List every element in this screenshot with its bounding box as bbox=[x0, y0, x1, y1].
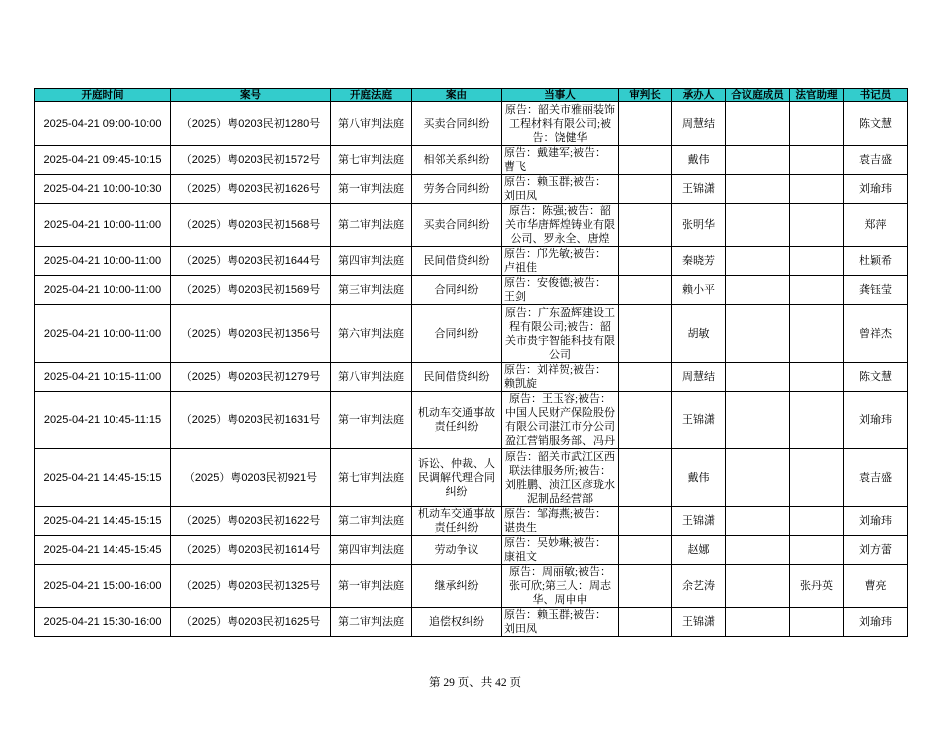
cell-presiding-judge bbox=[619, 565, 672, 608]
cell-cause: 追偿权纠纷 bbox=[412, 608, 502, 637]
cell-undertaking-judge: 赵娜 bbox=[672, 536, 726, 565]
cell-clerk: 龚钰莹 bbox=[844, 276, 908, 305]
cell-undertaking-judge: 戴伟 bbox=[672, 146, 726, 175]
cell-panel-members bbox=[726, 276, 790, 305]
header-cause: 案由 bbox=[412, 89, 502, 102]
cell-presiding-judge bbox=[619, 449, 672, 507]
cell-undertaking-judge: 戴伟 bbox=[672, 449, 726, 507]
cell-undertaking-judge: 王锦潇 bbox=[672, 392, 726, 449]
cell-hearing-time: 2025-04-21 10:00-10:30 bbox=[35, 175, 171, 204]
cell-clerk: 刘瑜玮 bbox=[844, 608, 908, 637]
cell-case-number: （2025）粤0203民初1625号 bbox=[171, 608, 331, 637]
cell-clerk: 刘瑜玮 bbox=[844, 175, 908, 204]
cell-parties: 原告：广东盈辉建设工程有限公司;被告：韶关市贵宇智能科技有限公司 bbox=[502, 305, 619, 363]
cell-judge-assistant bbox=[790, 146, 844, 175]
cell-presiding-judge bbox=[619, 608, 672, 637]
header-case-number: 案号 bbox=[171, 89, 331, 102]
cell-case-number: （2025）粤0203民初1279号 bbox=[171, 363, 331, 392]
cell-parties: 原告：邝先敏;被告：卢祖佳 bbox=[502, 247, 619, 276]
cell-undertaking-judge: 胡敏 bbox=[672, 305, 726, 363]
cell-presiding-judge bbox=[619, 204, 672, 247]
cell-cause: 合同纠纷 bbox=[412, 305, 502, 363]
cell-judge-assistant bbox=[790, 536, 844, 565]
cell-case-number: （2025）粤0203民初1356号 bbox=[171, 305, 331, 363]
table-row bbox=[35, 608, 908, 637]
cell-parties: 原告：王玉容;被告：中国人民财产保险股份有限公司湛江市分公司盈江营销服务部、冯丹 bbox=[502, 392, 619, 449]
cell-presiding-judge bbox=[619, 363, 672, 392]
cell-panel-members bbox=[726, 536, 790, 565]
cell-case-number: （2025）粤0203民初921号 bbox=[171, 449, 331, 507]
cell-judge-assistant bbox=[790, 204, 844, 247]
table-row bbox=[35, 102, 908, 146]
cell-undertaking-judge: 王锦潇 bbox=[672, 608, 726, 637]
cell-panel-members bbox=[726, 175, 790, 204]
table-body bbox=[35, 102, 908, 637]
cell-undertaking-judge: 秦晓芳 bbox=[672, 247, 726, 276]
cell-clerk: 曹亮 bbox=[844, 565, 908, 608]
cell-undertaking-judge: 周慧结 bbox=[672, 363, 726, 392]
cell-clerk: 陈文慧 bbox=[844, 363, 908, 392]
cell-cause: 民间借贷纠纷 bbox=[412, 363, 502, 392]
cell-judge-assistant bbox=[790, 175, 844, 204]
cell-hearing-time: 2025-04-21 10:00-11:00 bbox=[35, 305, 171, 363]
cell-judge-assistant: 张丹英 bbox=[790, 565, 844, 608]
cell-undertaking-judge: 王锦潇 bbox=[672, 507, 726, 536]
header-courtroom: 开庭法庭 bbox=[331, 89, 412, 102]
cell-hearing-time: 2025-04-21 10:15-11:00 bbox=[35, 363, 171, 392]
cell-panel-members bbox=[726, 102, 790, 146]
cell-hearing-time: 2025-04-21 14:45-15:15 bbox=[35, 449, 171, 507]
table-row bbox=[35, 247, 908, 276]
cell-parties: 原告：安俊德;被告：王剑 bbox=[502, 276, 619, 305]
cell-parties: 原告：周丽敏;被告：张可欣;第三人：周志华、周申申 bbox=[502, 565, 619, 608]
cell-panel-members bbox=[726, 392, 790, 449]
cell-courtroom: 第八审判法庭 bbox=[331, 363, 412, 392]
cell-presiding-judge bbox=[619, 536, 672, 565]
cell-undertaking-judge: 赖小平 bbox=[672, 276, 726, 305]
cell-presiding-judge bbox=[619, 507, 672, 536]
header-hearing-time: 开庭时间 bbox=[35, 89, 171, 102]
cell-panel-members bbox=[726, 305, 790, 363]
cell-courtroom: 第七审判法庭 bbox=[331, 449, 412, 507]
cell-parties: 原告：赖玉群;被告：刘田凤 bbox=[502, 175, 619, 204]
cell-parties: 原告：刘祥贺;被告：赖凯旋 bbox=[502, 363, 619, 392]
cell-presiding-judge bbox=[619, 102, 672, 146]
page-number: 第 29 页、共 42 页 bbox=[429, 677, 521, 689]
table-row bbox=[35, 146, 908, 175]
cell-judge-assistant bbox=[790, 507, 844, 536]
cell-presiding-judge bbox=[619, 146, 672, 175]
cell-panel-members bbox=[726, 247, 790, 276]
header-presiding-judge: 审判长 bbox=[619, 89, 672, 102]
header-panel-members: 合议庭成员 bbox=[726, 89, 790, 102]
cell-judge-assistant bbox=[790, 247, 844, 276]
cell-presiding-judge bbox=[619, 175, 672, 204]
cell-cause: 继承纠纷 bbox=[412, 565, 502, 608]
cell-judge-assistant bbox=[790, 363, 844, 392]
table-row bbox=[35, 363, 908, 392]
cell-clerk: 刘瑜玮 bbox=[844, 392, 908, 449]
table-row bbox=[35, 565, 908, 608]
table-header bbox=[35, 89, 908, 102]
cell-judge-assistant bbox=[790, 102, 844, 146]
cell-clerk: 陈文慧 bbox=[844, 102, 908, 146]
cell-parties: 原告：赖玉群;被告：刘田凤 bbox=[502, 608, 619, 637]
cell-hearing-time: 2025-04-21 15:30-16:00 bbox=[35, 608, 171, 637]
cell-courtroom: 第四审判法庭 bbox=[331, 536, 412, 565]
cell-case-number: （2025）粤0203民初1631号 bbox=[171, 392, 331, 449]
cell-clerk: 袁吉盛 bbox=[844, 146, 908, 175]
table-row bbox=[35, 449, 908, 507]
cell-case-number: （2025）粤0203民初1280号 bbox=[171, 102, 331, 146]
cell-presiding-judge bbox=[619, 392, 672, 449]
cell-courtroom: 第六审判法庭 bbox=[331, 305, 412, 363]
cell-panel-members bbox=[726, 204, 790, 247]
cell-judge-assistant bbox=[790, 276, 844, 305]
cell-courtroom: 第一审判法庭 bbox=[331, 392, 412, 449]
cell-cause: 买卖合同纠纷 bbox=[412, 204, 502, 247]
cell-parties: 原告：韶关市武江区西联法律服务所;被告：刘胜鹏、浈江区彦珑水泥制品经营部 bbox=[502, 449, 619, 507]
cell-presiding-judge bbox=[619, 276, 672, 305]
cell-hearing-time: 2025-04-21 14:45-15:15 bbox=[35, 507, 171, 536]
cell-case-number: （2025）粤0203民初1572号 bbox=[171, 146, 331, 175]
cell-case-number: （2025）粤0203民初1622号 bbox=[171, 507, 331, 536]
table-row bbox=[35, 392, 908, 449]
cell-panel-members bbox=[726, 363, 790, 392]
cell-cause: 买卖合同纠纷 bbox=[412, 102, 502, 146]
cell-judge-assistant bbox=[790, 608, 844, 637]
cell-clerk: 袁吉盛 bbox=[844, 449, 908, 507]
cell-cause: 机动车交通事故责任纠纷 bbox=[412, 507, 502, 536]
cell-hearing-time: 2025-04-21 10:00-11:00 bbox=[35, 204, 171, 247]
cell-clerk: 曾祥杰 bbox=[844, 305, 908, 363]
cell-clerk: 郑萍 bbox=[844, 204, 908, 247]
cell-courtroom: 第三审判法庭 bbox=[331, 276, 412, 305]
cell-case-number: （2025）粤0203民初1325号 bbox=[171, 565, 331, 608]
cell-hearing-time: 2025-04-21 14:45-15:45 bbox=[35, 536, 171, 565]
table-row bbox=[35, 175, 908, 204]
cell-judge-assistant bbox=[790, 449, 844, 507]
cell-clerk: 刘瑜玮 bbox=[844, 507, 908, 536]
cell-case-number: （2025）粤0203民初1569号 bbox=[171, 276, 331, 305]
table-row bbox=[35, 204, 908, 247]
cell-courtroom: 第一审判法庭 bbox=[331, 175, 412, 204]
cell-hearing-time: 2025-04-21 09:45-10:15 bbox=[35, 146, 171, 175]
cell-courtroom: 第四审判法庭 bbox=[331, 247, 412, 276]
cell-presiding-judge bbox=[619, 247, 672, 276]
cell-judge-assistant bbox=[790, 392, 844, 449]
cell-parties: 原告：韶关市雅丽装饰工程材料有限公司;被告：饶健华 bbox=[502, 102, 619, 146]
cell-cause: 民间借贷纠纷 bbox=[412, 247, 502, 276]
cell-case-number: （2025）粤0203民初1614号 bbox=[171, 536, 331, 565]
table-row bbox=[35, 507, 908, 536]
cell-undertaking-judge: 余艺涛 bbox=[672, 565, 726, 608]
cell-undertaking-judge: 王锦潇 bbox=[672, 175, 726, 204]
table-header-row bbox=[35, 89, 908, 102]
cell-courtroom: 第二审判法庭 bbox=[331, 507, 412, 536]
table-row bbox=[35, 305, 908, 363]
header-clerk: 书记员 bbox=[844, 89, 908, 102]
cell-parties: 原告：陈强;被告：韶关市华唐辉煌铸业有限公司、罗永全、唐煌 bbox=[502, 204, 619, 247]
cell-clerk: 杜颖希 bbox=[844, 247, 908, 276]
cell-case-number: （2025）粤0203民初1626号 bbox=[171, 175, 331, 204]
table-row bbox=[35, 276, 908, 305]
cell-cause: 相邻关系纠纷 bbox=[412, 146, 502, 175]
cell-presiding-judge bbox=[619, 305, 672, 363]
table-row bbox=[35, 536, 908, 565]
cell-parties: 原告：吴妙琳;被告：康祖文 bbox=[502, 536, 619, 565]
cell-courtroom: 第八审判法庭 bbox=[331, 102, 412, 146]
cell-panel-members bbox=[726, 507, 790, 536]
cell-clerk: 刘方蕾 bbox=[844, 536, 908, 565]
cell-judge-assistant bbox=[790, 305, 844, 363]
header-undertaking-judge: 承办人 bbox=[672, 89, 726, 102]
cell-hearing-time: 2025-04-21 10:00-11:00 bbox=[35, 276, 171, 305]
cell-parties: 原告：戴建军;被告：曹飞 bbox=[502, 146, 619, 175]
hearing-schedule-table bbox=[34, 88, 908, 637]
cell-undertaking-judge: 张明华 bbox=[672, 204, 726, 247]
cell-panel-members bbox=[726, 146, 790, 175]
cell-courtroom: 第二审判法庭 bbox=[331, 608, 412, 637]
cell-courtroom: 第一审判法庭 bbox=[331, 565, 412, 608]
cell-case-number: （2025）粤0203民初1644号 bbox=[171, 247, 331, 276]
cell-courtroom: 第二审判法庭 bbox=[331, 204, 412, 247]
cell-panel-members bbox=[726, 565, 790, 608]
cell-panel-members bbox=[726, 449, 790, 507]
cell-case-number: （2025）粤0203民初1568号 bbox=[171, 204, 331, 247]
cell-cause: 合同纠纷 bbox=[412, 276, 502, 305]
header-parties: 当事人 bbox=[502, 89, 619, 102]
cell-cause: 劳动争议 bbox=[412, 536, 502, 565]
cell-hearing-time: 2025-04-21 10:00-11:00 bbox=[35, 247, 171, 276]
cell-hearing-time: 2025-04-21 15:00-16:00 bbox=[35, 565, 171, 608]
cell-panel-members bbox=[726, 608, 790, 637]
header-judge-assistant: 法官助理 bbox=[790, 89, 844, 102]
cell-cause: 劳务合同纠纷 bbox=[412, 175, 502, 204]
cell-parties: 原告：邹海燕;被告：谌贵生 bbox=[502, 507, 619, 536]
cell-courtroom: 第七审判法庭 bbox=[331, 146, 412, 175]
cell-hearing-time: 2025-04-21 10:45-11:15 bbox=[35, 392, 171, 449]
cell-hearing-time: 2025-04-21 09:00-10:00 bbox=[35, 102, 171, 146]
cell-undertaking-judge: 周慧结 bbox=[672, 102, 726, 146]
cell-cause: 机动车交通事故责任纠纷 bbox=[412, 392, 502, 449]
cell-cause: 诉讼、仲裁、人民调解代理合同纠纷 bbox=[412, 449, 502, 507]
